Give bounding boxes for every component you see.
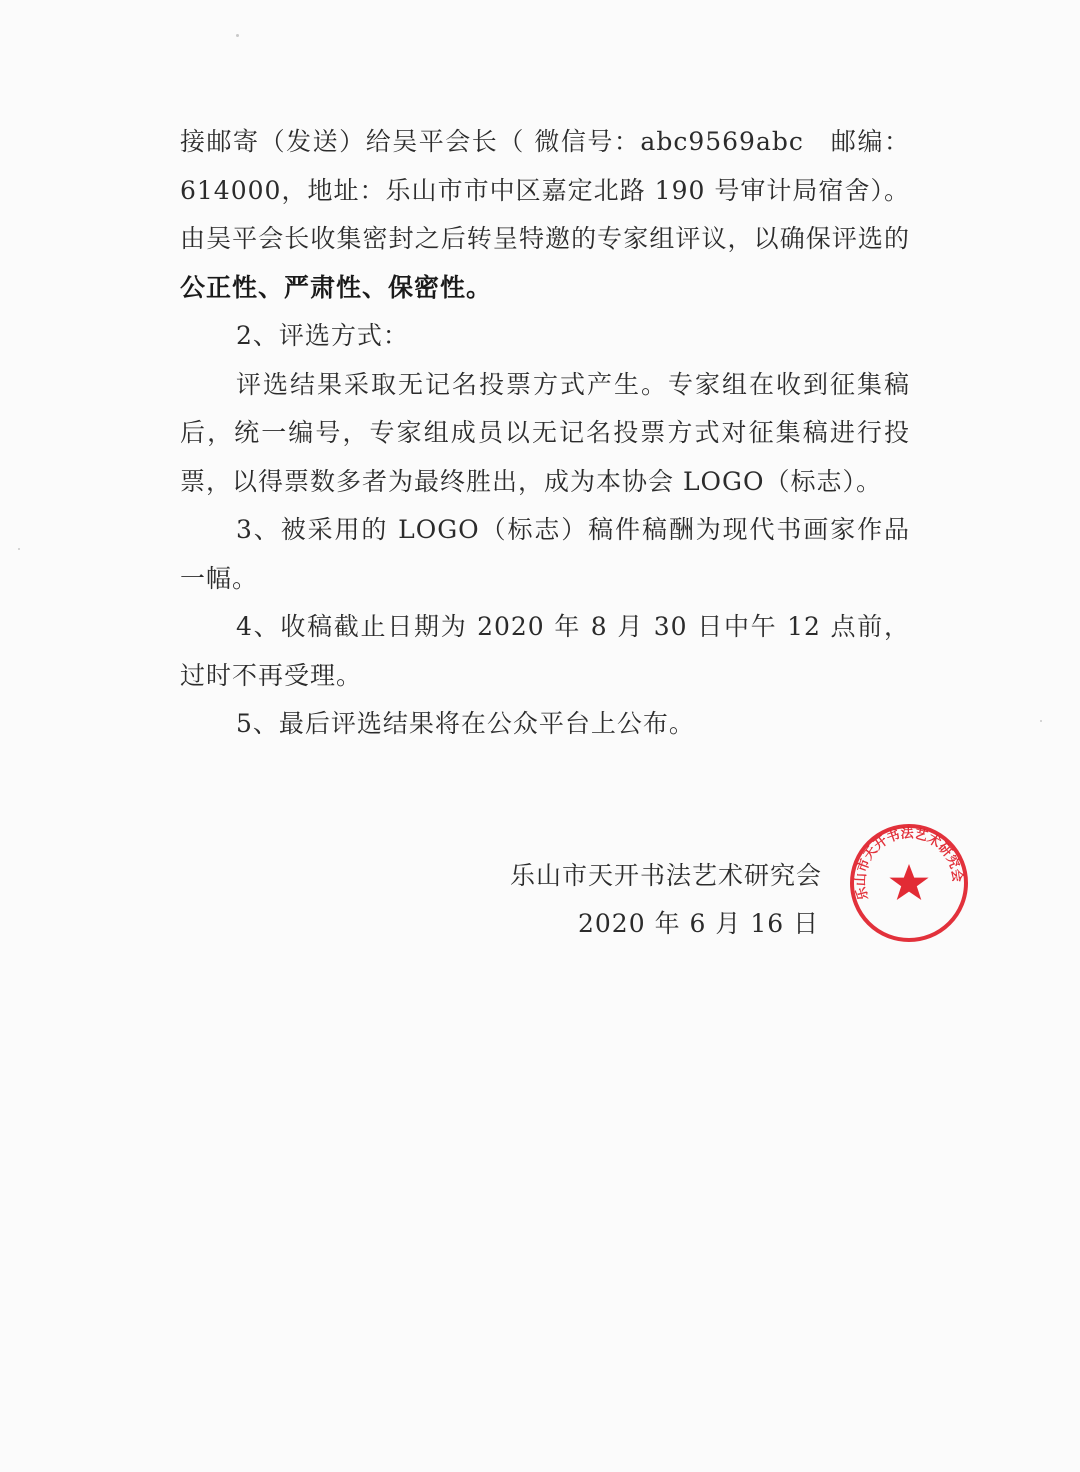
signature-organization: 乐山市天开书法艺术研究会 [510, 861, 823, 890]
paragraph-selection-method: 评选结果采取无记名投票方式产生。专家组在收到征集稿后，统一编号，专家组成员以无记名投票方式对征集稿进行投票，以得票数多者为最终胜出，成为本协会 LOGO（标志）。 [180, 369, 910, 496]
paragraph-remuneration: 3、被采用的 LOGO（标志）稿件稿酬为现代书画家作品一幅。 [180, 515, 910, 593]
signature-block [510, 852, 822, 948]
paragraph-section-2-heading: 2、评选方式： [236, 321, 409, 350]
official-seal-stamp-icon [848, 822, 970, 944]
document-body [180, 118, 910, 749]
seal-text: 乐山市天开书法艺术研究会 [853, 826, 965, 902]
paragraph-deadline: 4、收稿截止日期为 2020 年 8 月 30 日中午 12 点前，过时不再受理。 [180, 612, 910, 690]
paragraph-text: 接邮寄（发送）给吴平会长（ 微信号：abc9569abc 邮编：614000，地址：乐山市市中区嘉定北路 190 号审计局宿舍）。由吴平会长收集密封之后转呈特邀的专家组评议，以确保评选的 [180, 127, 910, 253]
paragraph-mailing-address [180, 118, 910, 312]
signature-date: 2020 年 6 月 16 日 [578, 909, 820, 938]
emphasis-text: 公正性、严肃性、保密性。 [180, 272, 493, 302]
scan-speck [18, 548, 20, 550]
scan-speck [236, 34, 239, 37]
paragraph-announcement: 5、最后评选结果将在公众平台上公布。 [236, 709, 695, 738]
scan-speck [1040, 720, 1042, 722]
